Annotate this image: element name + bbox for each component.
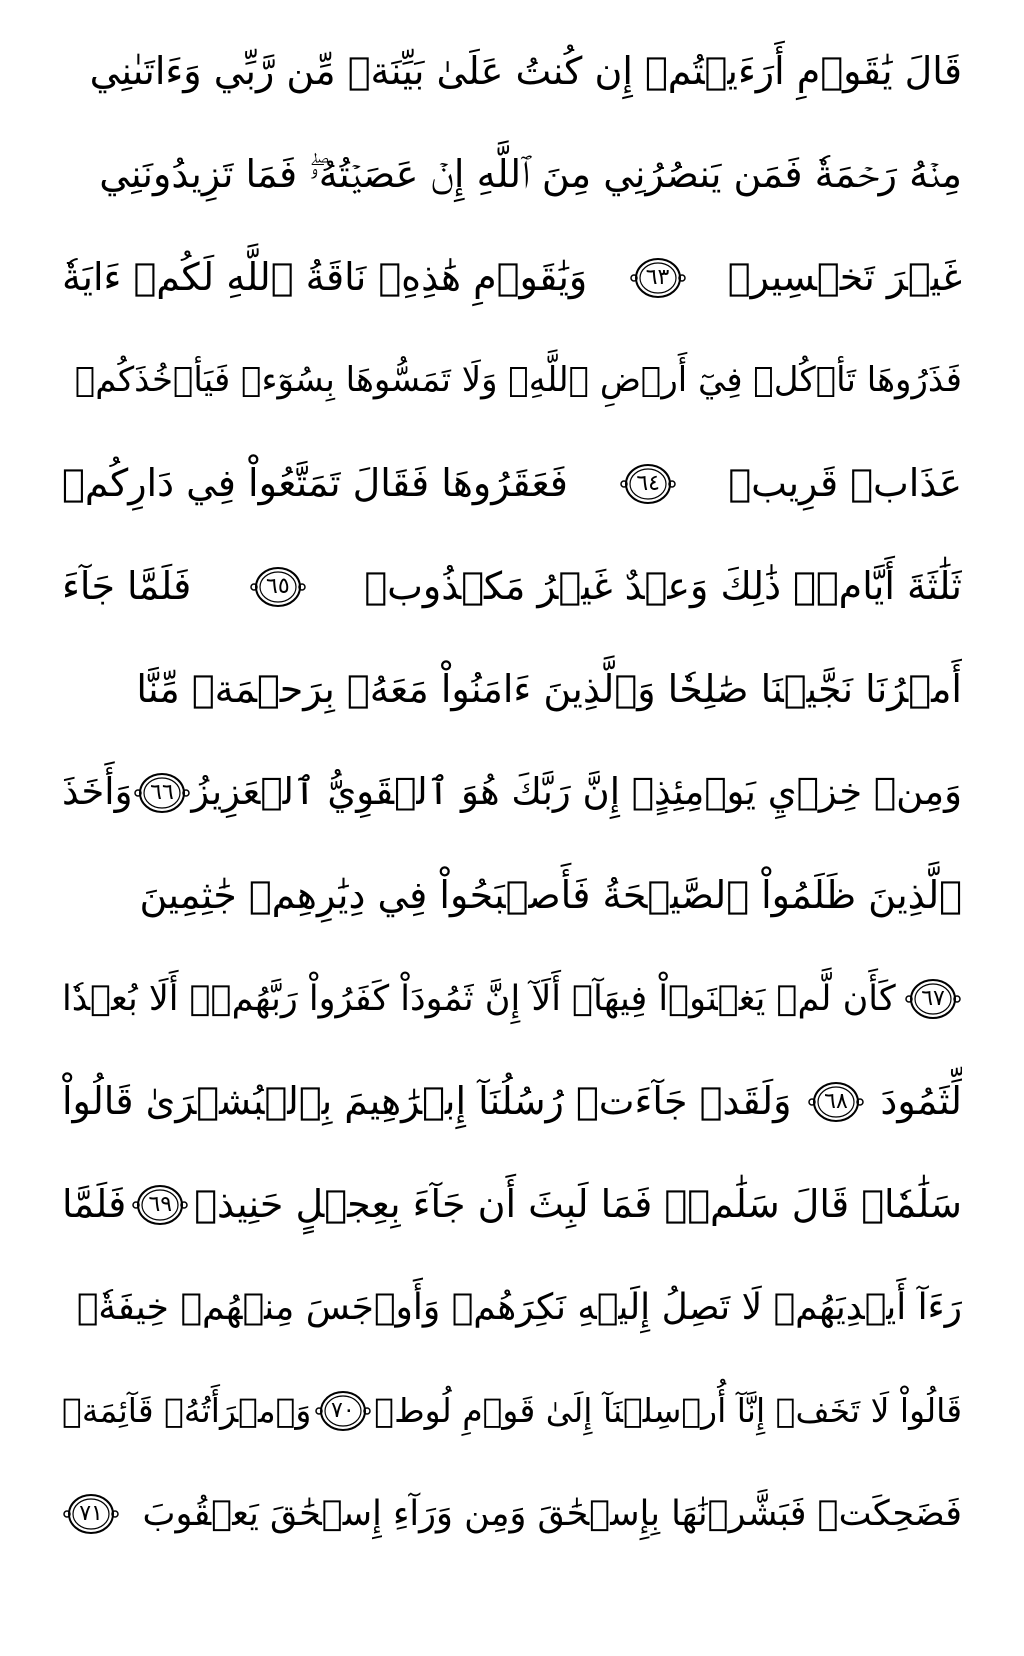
verse-line xyxy=(62,638,962,741)
ayah-number: ٦٥ xyxy=(266,573,290,599)
verse-text: لِّثَمُودَ xyxy=(880,1078,962,1123)
ayah-number-marker xyxy=(133,770,191,816)
verse-line xyxy=(62,20,962,123)
verse-text: كَأَن لَّمۡ يَغۡنَوۡاْ فِيهَآۗ أَلَآ إِنَّ ثَمُودَاْ كَفَرُواْ رَبَّهُمۡۗ أَلَا بُعۡدٗا xyxy=(62,978,896,1019)
verse-text: سَلَٰمٗاۖ قَالَ سَلَٰمٞۖ فَمَا لَبِثَ أَن جَآءَ بِعِجۡلٍ حَنِيذٖ xyxy=(194,1181,962,1226)
verse-text: قَالَ يَٰقَوۡمِ أَرَءَيۡتُمۡ إِن كُنتُ عَلَىٰ بَيِّنَةٖ مِّن رَّبِّي وَءَاتَىٰنِي xyxy=(89,48,962,93)
ayah-number: ٦٩ xyxy=(148,1191,173,1217)
ayah-number-marker xyxy=(249,564,307,610)
verse-line xyxy=(62,1153,962,1256)
verse-line xyxy=(62,123,962,226)
verse-line xyxy=(62,1050,962,1153)
verse-text: غَيۡرَ تَخۡسِيرٖ xyxy=(727,254,962,299)
verse-line xyxy=(62,432,962,535)
verse-line xyxy=(62,844,962,947)
verse-text: رَءَآ أَيۡدِيَهُمۡ لَا تَصِلُ إِلَيۡهِ نَكِرَهُمۡ وَأَوۡجَسَ مِنۡهُمۡ خِيفَةٗۚ xyxy=(76,1286,962,1328)
ayah-number: ٦٦ xyxy=(150,779,174,805)
verse-line xyxy=(62,226,962,329)
verse-line xyxy=(62,741,962,844)
ayah-number-marker xyxy=(131,1182,189,1228)
verse-text: وَلَقَدۡ جَآءَتۡ رُسُلُنَآ إِبۡرَٰهِيمَ بِٱلۡبُشۡرَىٰ قَالُواْ xyxy=(62,1078,792,1123)
verse-text: وَيَٰقَوۡمِ هَٰذِهِۦ نَاقَةُ ٱللَّهِ لَكُمۡ ءَايَةٗ xyxy=(62,254,588,299)
ayah-number: ٦٣ xyxy=(645,264,670,290)
verse-lines xyxy=(62,20,962,1636)
ayah-number: ٦٧ xyxy=(921,985,945,1011)
verse-line xyxy=(62,535,962,638)
verse-text: وَٱمۡرَأَتُهُۥ قَآئِمَةٞ xyxy=(62,1390,312,1430)
verse-text: قَالُواْ لَا تَخَفۡ إِنَّآ أُرۡسِلۡنَآ إِلَىٰ قَوۡمِ لُوطٖ xyxy=(374,1390,962,1430)
verse-text: ٱلَّذِينَ ظَلَمُواْ ٱلصَّيۡحَةُ فَأَصۡبَحُواْ فِي دِيَٰرِهِمۡ جَٰثِمِينَ xyxy=(139,872,962,917)
verse-text: فَضَحِكَتۡ فَبَشَّرۡنَٰهَا بِإِسۡحَٰقَ وَمِن وَرَآءِ إِسۡحَٰقَ يَعۡقُوبَ xyxy=(142,1493,962,1534)
ayah-number: ٦٨ xyxy=(824,1088,848,1114)
verse-text: فَلَمَّا xyxy=(62,1181,127,1226)
verse-text: فَلَمَّا جَآءَ xyxy=(62,563,192,608)
verse-text: وَأَخَذَ xyxy=(62,770,133,814)
verse-text: عَذَابٞ قَرِيبٞ xyxy=(728,460,962,505)
ayah-number-marker xyxy=(619,461,677,507)
verse-line xyxy=(62,1256,962,1359)
verse-line xyxy=(62,329,962,432)
ayah-number: ٧٠ xyxy=(331,1397,355,1423)
verse-line xyxy=(62,1359,962,1462)
verse-text: ثَلَٰثَةَ أَيَّامٖۖ ذَٰلِكَ وَعۡدٌ غَيۡرُ مَكۡذُوبٖ xyxy=(364,563,962,608)
ayah-number-marker xyxy=(904,976,962,1022)
verse-text: فَذَرُوهَا تَأۡكُلۡ فِيٓ أَرۡضِ ٱللَّهِۖ وَلَا تَمَسُّوهَا بِسُوٓءٖ فَيَأۡخُذَكُمۡ xyxy=(74,360,962,401)
ayah-number-marker xyxy=(807,1079,865,1125)
ayah-number: ٦٤ xyxy=(636,470,660,496)
ayah-number-marker xyxy=(629,255,687,301)
ayah-number-marker xyxy=(62,1491,120,1537)
ayah-number: ٧١ xyxy=(79,1500,103,1526)
verse-text: مِنۡهُ رَحۡمَةٗ فَمَن يَنصُرُنِي مِنَ ٱللَّهِ إِنۡ عَصَيۡتُهُۥۖ فَمَا تَزِيدُونَنِي xyxy=(99,151,962,196)
verse-text: وَمِنۡ خِزۡيِ يَوۡمِئِذٍۚ إِنَّ رَبَّكَ هُوَ ٱلۡقَوِيُّ ٱلۡعَزِيزُ xyxy=(191,770,962,814)
verse-text: فَعَقَرُوهَا فَقَالَ تَمَتَّعُواْ فِي دَارِكُمۡ xyxy=(62,460,568,505)
verse-line xyxy=(62,1462,962,1565)
ayah-number-marker xyxy=(314,1388,372,1434)
verse-text: أَمۡرُنَا نَجَّيۡنَا صَٰلِحٗا وَٱلَّذِينَ ءَامَنُواْ مَعَهُۥ بِرَحۡمَةٖ مِّنَّا xyxy=(136,666,962,711)
verse-line xyxy=(62,947,962,1050)
